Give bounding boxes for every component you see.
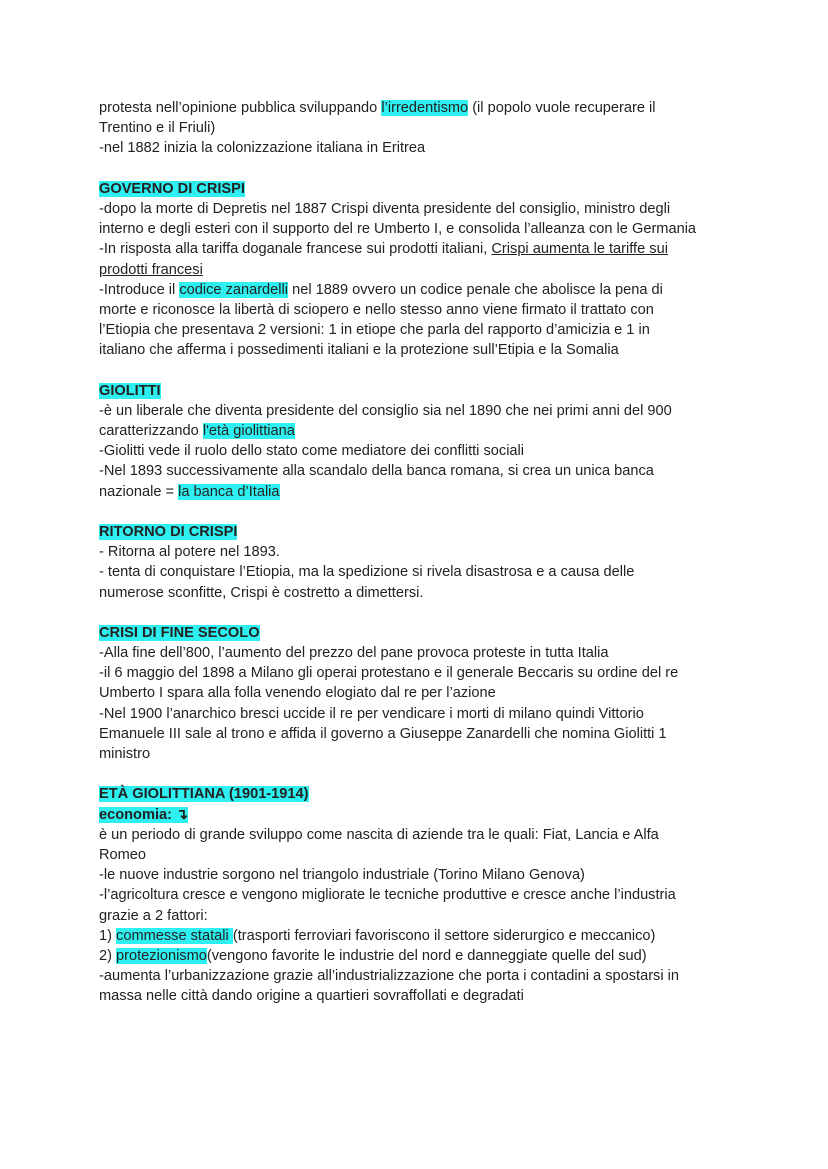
text-segment: caratterizzando (99, 423, 203, 439)
text-segment: (trasporti ferroviari favoriscono il settore siderurgico e meccanico) (232, 927, 656, 944)
text-line (99, 683, 759, 703)
text-line (99, 260, 759, 280)
text-line (99, 966, 759, 986)
text-segment: morte e riconosce la libertà di sciopero e nello stesso anno viene firmato il trattato con (99, 301, 654, 318)
text-segment: -In risposta alla tariffa doganale francese sui prodotti italiani, (99, 241, 492, 258)
section-heading (99, 179, 759, 199)
text-line (99, 946, 759, 966)
blank-line (99, 360, 759, 380)
text-line (99, 562, 759, 582)
blank-line (99, 502, 759, 522)
text-segment: -Nel 1900 l’anarchico bresci uccide il re per vendicare i morti di milano quindi Vittorio (99, 705, 644, 722)
blank-line (99, 603, 759, 623)
text-line (99, 340, 759, 360)
text-segment: -è un liberale che diventa presidente del consiglio sia nel 1890 che nei primi anni del 900 (99, 402, 672, 419)
text-line (99, 199, 759, 219)
text-line (99, 704, 759, 724)
text-segment: nel 1889 ovvero un codice penale che abolisce la pena di (288, 281, 663, 298)
section-heading (99, 784, 759, 804)
text-segment: -Alla fine dell’800, l’aumento del prezzo del pane provoca proteste in tutta Italia (99, 645, 609, 662)
text-segment: -dopo la morte di Depretis nel 1887 Crispi diventa presidente del consiglio, ministro degli (99, 200, 671, 217)
text-segment: 1) (99, 927, 117, 944)
text-segment: è un periodo di grande sviluppo come nascita di aziende tra le quali: Fiat, Lancia e Alfa (99, 826, 659, 843)
text-segment: -le nuove industrie sorgono nel triangolo industriale (Torino Milano Genova) (99, 867, 585, 884)
blank-line (99, 159, 759, 179)
text-segment: - Ritorna al potere nel 1893. (99, 544, 280, 561)
text-segment: interno e degli esteri con il supporto del re Umberto I, e consolida l’alleanza con le Germania (99, 221, 697, 238)
text-line (99, 986, 759, 1006)
text-segment: protesta nell’opinione pubblica sviluppando (99, 100, 382, 116)
text-segment: -il 6 maggio del 1898 a Milano gli operai protestano e il generale Beccaris su ordine del re (99, 665, 679, 682)
text-segment: Trentino e il Friuli) (99, 120, 216, 137)
text-line (99, 724, 759, 744)
text-line (99, 138, 759, 158)
text-segment: (vengono favorite le industrie del nord e danneggiate quelle del sud) (206, 947, 647, 964)
text-segment: -nel 1882 inizia la colonizzazione italiana in Eritrea (99, 140, 426, 157)
underlined-text: Crispi aumenta le tariffe sui (491, 241, 668, 258)
text-line (99, 542, 759, 562)
section-heading (99, 381, 759, 401)
highlighted-text: la banca d’Italia (178, 483, 280, 500)
blank-line (99, 764, 759, 784)
document-page (99, 98, 759, 1006)
text-line (99, 219, 759, 239)
text-segment: ministro (99, 746, 151, 762)
text-segment: 2) (99, 947, 117, 964)
text-line (99, 421, 759, 441)
text-segment: italiano che afferma i possedimenti italiani e la protezione sull’Etipia e la Somalia (99, 342, 619, 359)
text-line (99, 482, 759, 502)
text-line (99, 865, 759, 885)
text-segment: - tenta di conquistare l’Etiopia, ma la spedizione si rivela disastrosa e a causa delle (99, 564, 635, 581)
text-line (99, 926, 759, 946)
text-line (99, 118, 759, 138)
text-segment: nazionale = (99, 483, 179, 500)
text-line (99, 744, 759, 764)
text-line (99, 906, 759, 926)
section-heading (99, 623, 759, 643)
highlighted-text: GIOLITTI (99, 382, 161, 399)
text-line (99, 583, 759, 603)
text-line (99, 461, 759, 481)
text-segment: -aumenta l’urbanizzazione grazie all’industrializzazione che porta i contadini a spostarsi in (99, 968, 680, 985)
text-line (99, 98, 759, 118)
text-segment: -Introduce il (99, 281, 180, 298)
text-segment: (il popolo vuole recuperare il (468, 100, 656, 116)
underlined-text: prodotti francesi (99, 261, 203, 278)
text-segment: -Nel 1893 successivamente alla scandalo della banca romana, si crea un unica banca (99, 463, 654, 480)
highlighted-text: l'età giolittiana (202, 423, 295, 439)
highlighted-text: ETÀ GIOLITTIANA (1901-1914) (99, 786, 309, 803)
text-line (99, 845, 759, 865)
text-segment: -Giolitti vede il ruolo dello stato come mediatore dei conflitti sociali (99, 443, 525, 460)
section-heading (99, 522, 759, 542)
text-segment: massa nelle città dando origine a quartieri sovraffollati e degradati (99, 988, 524, 1005)
text-line (99, 300, 759, 320)
highlighted-text: RITORNO DI CRISPI (99, 523, 238, 540)
text-line (99, 663, 759, 683)
text-segment: l’Etiopia che presentava 2 versioni: 1 in etiope che parla del rapporto d’amicizia e 1 in (99, 322, 650, 339)
highlighted-text: l’irredentismo (381, 100, 469, 116)
section-heading (99, 805, 759, 825)
text-segment: grazie a 2 fattori: (99, 907, 208, 924)
highlighted-text: protezionismo (116, 947, 207, 964)
highlighted-text: CRISI DI FINE SECOLO (99, 624, 260, 641)
text-line (99, 825, 759, 845)
text-line (99, 643, 759, 663)
text-line (99, 441, 759, 461)
text-segment: Umberto I spara alla folla venendo elogiato dal re per l’azione (99, 685, 496, 702)
highlighted-text: economia: ↴ (99, 806, 189, 823)
highlighted-text: commesse statali (116, 927, 233, 944)
text-line (99, 885, 759, 905)
text-line (99, 320, 759, 340)
text-segment: Romeo (99, 846, 147, 863)
text-segment: -l’agricoltura cresce e vengono migliorate le tecniche produttive e cresce anche l’industria (99, 887, 676, 904)
text-line (99, 280, 759, 300)
text-segment: Emanuele III sale al trono e affida il governo a Giuseppe Zanardelli che nomina Giolitti 1 (99, 725, 667, 742)
text-line (99, 239, 759, 259)
text-line (99, 401, 759, 421)
highlighted-text: codice zanardelli (179, 281, 289, 298)
highlighted-text: GOVERNO DI CRISPI (99, 180, 245, 197)
text-segment: numerose sconfitte, Crispi è costretto a dimettersi. (99, 584, 424, 601)
